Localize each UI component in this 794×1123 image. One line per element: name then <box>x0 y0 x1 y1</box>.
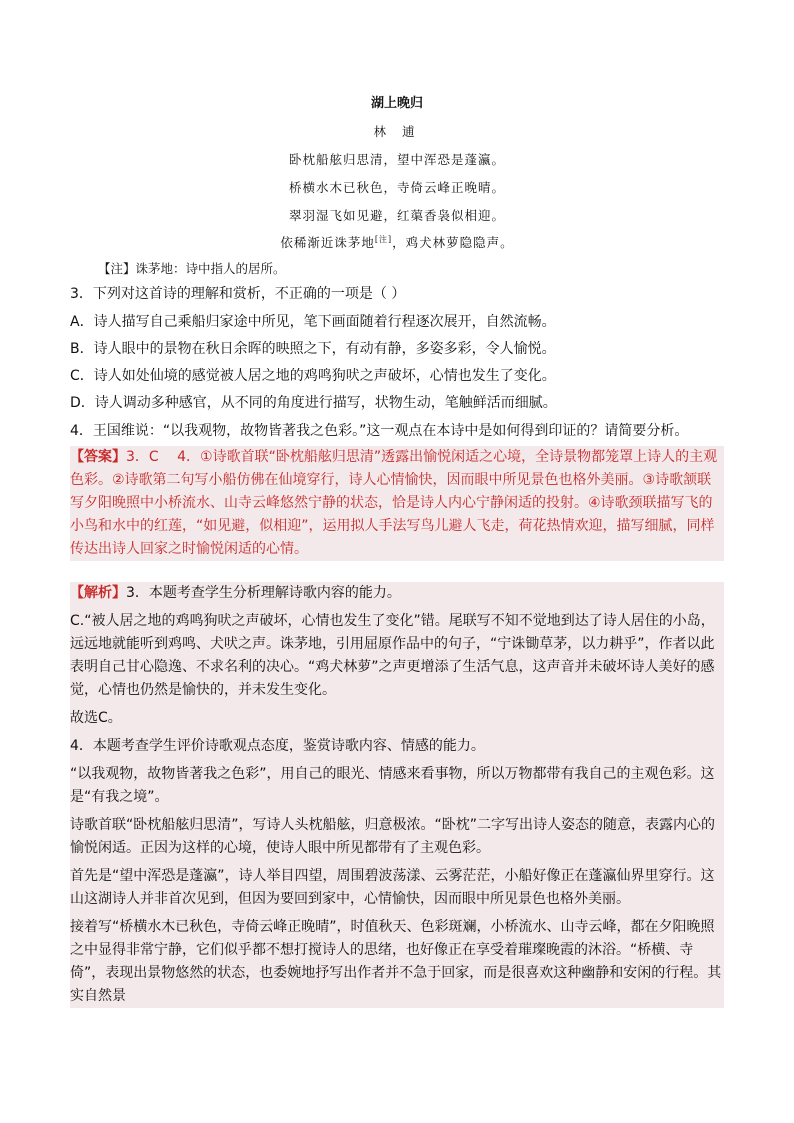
question-4-stem: 4．王国维说：“以我观物，故物皆著我之色彩。”这一观点在本诗中是如何得到印证的？请简要分析。 <box>70 423 689 439</box>
analysis-p4: 4．本题考查学生评价诗歌观点态度，鉴赏诗歌内容、情感的能力。 <box>70 738 485 754</box>
analysis-block <box>70 582 724 1008</box>
answer-block <box>70 446 724 561</box>
poem-author: 林 逋 <box>373 124 421 139</box>
question-3-option-c: C．诗人如处仙境的感觉被人居之地的鸡鸣狗吠之声破坏，心情也发生了变化。 <box>70 368 556 384</box>
poem-title: 湖上晚归 <box>370 96 423 111</box>
poem-line-4 <box>0 233 794 251</box>
analysis-label: 【解析】 <box>70 585 126 601</box>
question-3-stem: 3．下列对这首诗的理解和赏析，不正确的一项是（ ） <box>70 286 406 302</box>
analysis-p1: 3．本题考查学生分析理解诗歌内容的能力。 <box>126 585 401 601</box>
poem-line-4-tail: ，鸡犬林萝隐隐声。 <box>392 235 514 250</box>
poem-line-2: 桥横水木已秋色，寺倚云峰正晚晴。 <box>288 180 505 195</box>
question-3-option-d: D．诗人调动多种感官，从不同的角度进行描写，状物生动，笔触鲜活而细腻。 <box>70 395 557 411</box>
poem-line-3: 翠羽湿飞如见避，红蕖香袅似相迎。 <box>288 208 505 223</box>
analysis-p5: “以我观物，故物皆著我之色彩”，用自己的眼光、情感来看事物，所以万物都带有我自己的主观色彩。这是“有我之境”。 <box>70 766 715 805</box>
analysis-p3: 故选C。 <box>70 710 122 726</box>
question-3-option-b: B．诗人眼中的景物在秋日余晖的映照之下，有动有静，多姿多彩，令人愉悦。 <box>70 341 556 357</box>
analysis-p6: 诗歌首联“卧枕船舷归思清”，写诗人头枕船舷，归意极浓。“卧枕”二字写出诗人姿态的随意，表露内心的愉悦闲适。正因为这样的心境，使诗人眼中所见都带有了主观色彩。 <box>70 817 716 856</box>
analysis-p2: C.“被人居之地的鸡鸣狗吠之声破坏，心情也发生了变化”错。尾联写不知不觉地到达了诗人居住的小岛，远远地就能听到鸡鸣、犬吠之声。诛茅地，引用屈原作品中的句子，“宁诛锄草茅，以力耕乎”，作者以此表明自己甘心隐逸、不求名利的决心。“鸡犬林萝”之声更增添了生活气息，这声音并未破坏诗人美好的感觉，心情也仍然是愉快的，并未发生变化。 <box>70 613 715 698</box>
poem-line-1: 卧枕船舷归思清，望中浑恐是蓬瀛。 <box>288 152 505 167</box>
poem-note-marker: [注] <box>374 234 393 244</box>
poem-line-4-head: 依稀渐近诛茅地 <box>280 235 375 250</box>
poem-note: 【注】诛茅地：诗中指人的居所。 <box>98 261 286 276</box>
answer-label: 【答案】 <box>70 449 126 465</box>
analysis-q3-intro <box>70 582 724 605</box>
analysis-p7: 首先是“望中浑恐是蓬瀛”，诗人举目四望，周围碧波荡漾、云雾茫茫，小船好像正在蓬瀛仙界里穿行。这山这湖诗人并非首次见到，但因为要回到家中，心情愉快，因而眼中所见景色也格外美丽。 <box>70 868 715 907</box>
analysis-p8: 接着写“桥横水木已秋色，寺倚云峰正晚晴”，时值秋天、色彩斑斓，小桥流水、山寺云峰，都在夕阳晚照之中显得非常宁静，它们似乎都不想打搅诗人的思绪，也好像正在享受着璀璨晚霞的沐浴。“桥横、寺倚”，表现出景物悠然的状态，也委婉地抒写出作者并不急于回家，而是很喜欢这种幽静和安闲的行程。其实自然景 <box>70 919 722 1004</box>
answer-text: 3．C 4．①诗歌首联“卧枕船舷归思清”透露出愉悦闲适之心境，全诗景物都笼罩上诗人的主观色彩。②诗歌第二句写小船仿佛在仙境穿行，诗人心情愉快，因而眼中所见景色也格外美丽。③诗歌颔联写夕阳晚照中小桥流水、山寺云峰悠然宁静的状态，恰是诗人内心宁静闲适的投射。④诗歌颈联描写飞的小鸟和水中的红莲，“如见避，似相迎”，运用拟人手法写鸟儿避人飞走，荷花热情欢迎，描写细腻，同样传达出诗人回家之时愉悦闲适的心情。 <box>70 449 718 557</box>
question-3-option-a: A．诗人描写自己乘船归家途中所见，笔下画面随着行程逐次展开，自然流畅。 <box>70 314 556 330</box>
